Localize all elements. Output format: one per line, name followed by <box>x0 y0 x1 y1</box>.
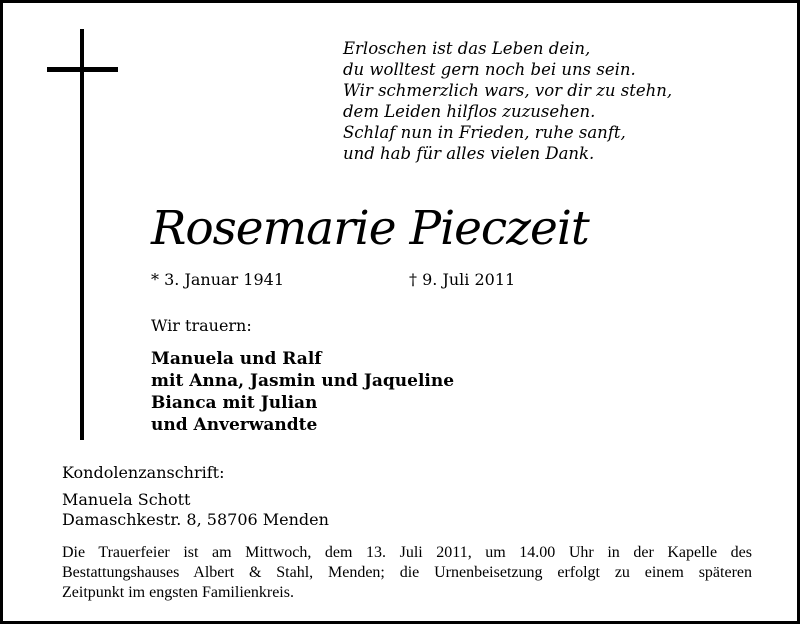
mourner-line: Bianca mit Julian <box>151 393 318 413</box>
condolence-address <box>62 490 329 530</box>
poem-line: und hab für alles vielen Dank. <box>343 144 595 163</box>
mourner-line: und Anverwandte <box>151 415 318 435</box>
service-line: Bestattungshauses Albert & Stahl, Menden; die Urnenbeisetzung erfolgt zu einem späteren <box>62 564 752 581</box>
mourners-list <box>151 348 454 436</box>
address-line: Manuela Schott <box>62 490 191 509</box>
poem-line: Wir schmerzlich wars, vor dir zu stehn, <box>343 81 673 100</box>
mourner-line: Manuela und Ralf <box>151 349 322 369</box>
deceased-name: Rosemarie Pieczeit <box>151 201 589 256</box>
poem-line: Erloschen ist das Leben dein, <box>343 39 591 58</box>
death-date: † 9. Juli 2011 <box>409 270 516 289</box>
cross-icon-horizontal <box>47 67 118 72</box>
address-line: Damaschkestr. 8, 58706 Menden <box>62 510 329 529</box>
mourners-label: Wir trauern: <box>151 316 252 335</box>
cross-icon-vertical <box>80 29 84 440</box>
service-line: Die Trauerfeier ist am Mittwoch, dem 13. Juli 2011, um 14.00 Uhr in der Kapelle des <box>62 544 752 561</box>
poem-line: Schlaf nun in Frieden, ruhe sanft, <box>343 123 626 142</box>
condolence-label: Kondolenzanschrift: <box>62 463 225 482</box>
funeral-service-info <box>62 543 752 603</box>
poem-line: dem Leiden hilflos zuzusehen. <box>343 102 596 121</box>
birth-date: * 3. Januar 1941 <box>151 270 284 289</box>
service-line: Zeitpunkt im engsten Familienkreis. <box>62 584 294 601</box>
poem-line: du wolltest gern noch bei uns sein. <box>343 60 636 79</box>
poem <box>343 38 672 164</box>
mourner-line: mit Anna, Jasmin und Jaqueline <box>151 371 455 391</box>
